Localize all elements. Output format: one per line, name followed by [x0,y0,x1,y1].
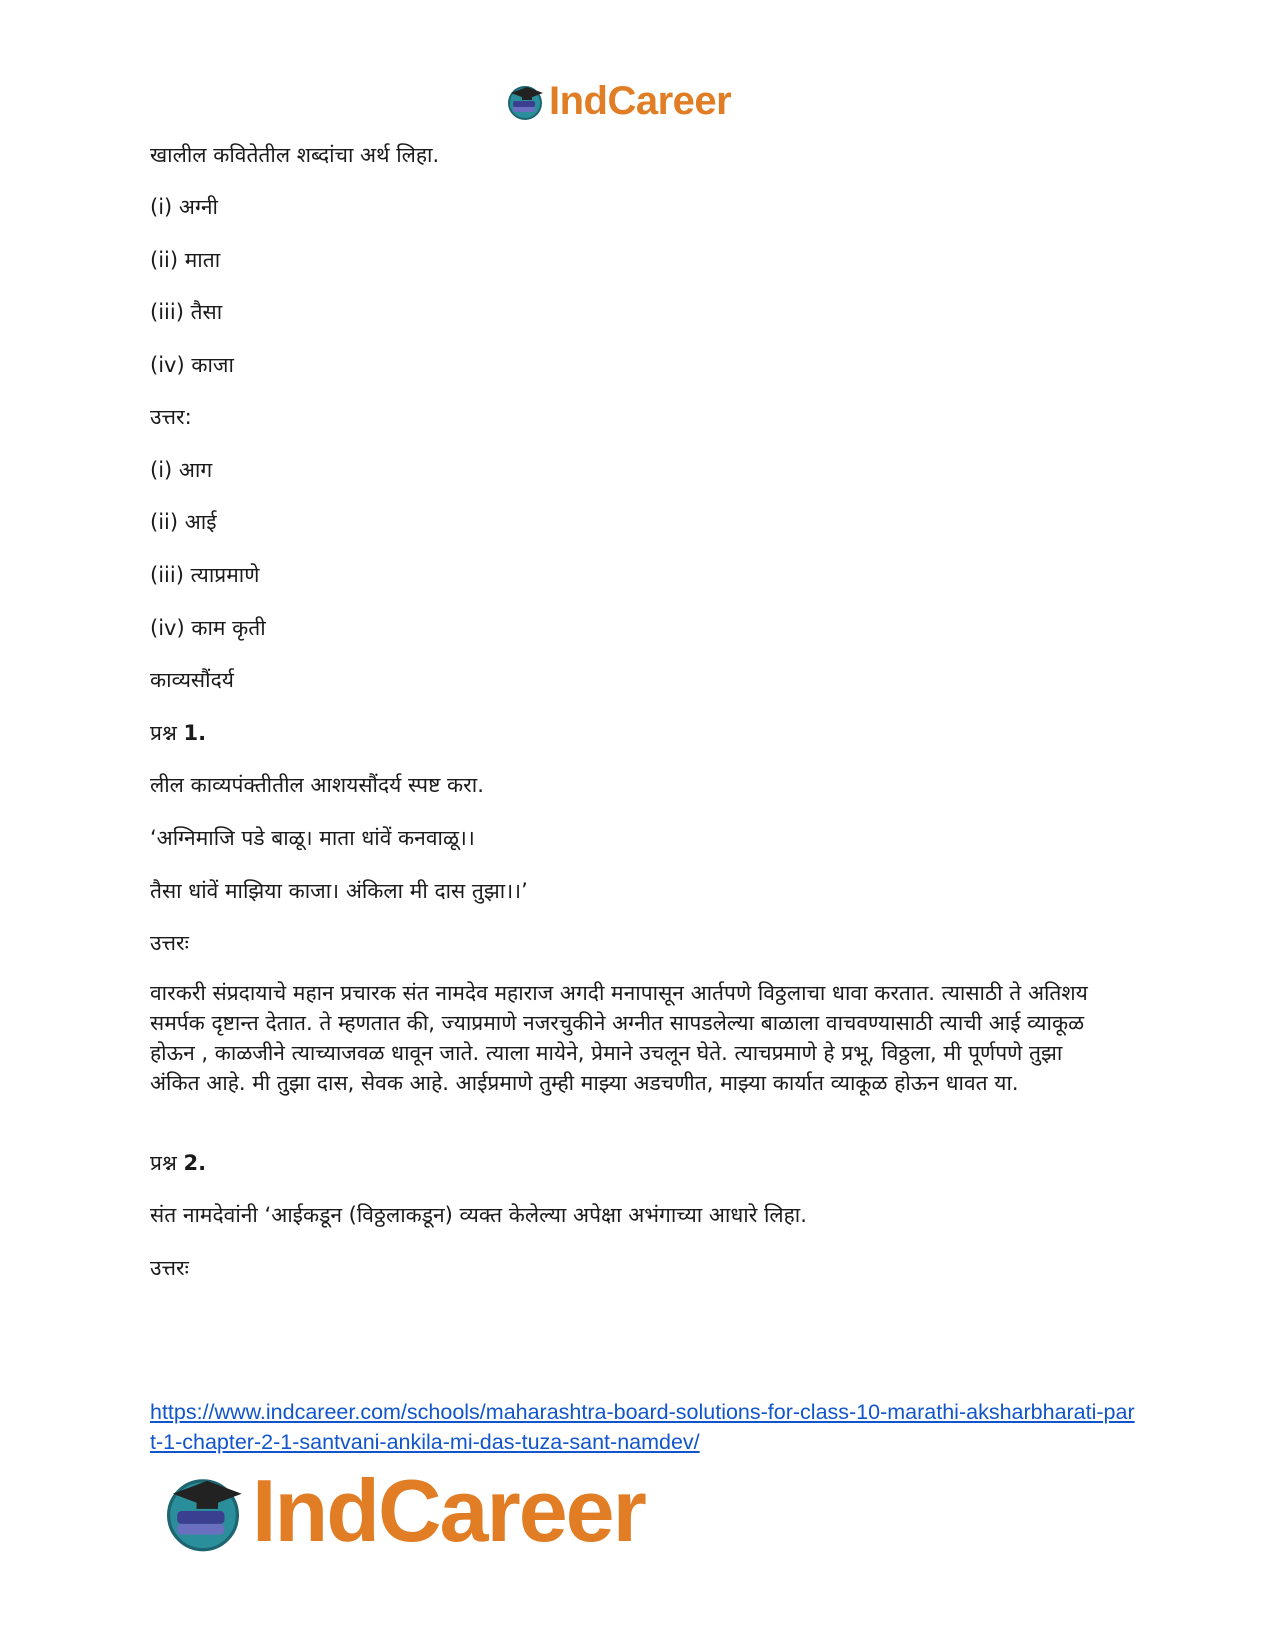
list-item: (i) अग्नी [150,195,218,219]
question-intro: खालील कवितेतील शब्दांचा अर्थ लिहा. [150,143,440,167]
answer-label: उत्तरः [150,1256,189,1280]
question-2-text: संत नामदेवांनी ‘आईकडून (विठ्ठलाकडून) व्यक्त केलेल्या अपेक्षा अभंगाच्या आधारे लिहा. [150,1203,807,1227]
source-url-link[interactable]: https://www.indcareer.com/schools/maharashtra-board-solutions-for-class-10-marathi-aksharbharati-part-1-chapter-2-1-santvani-ankila-mi-das-tuza-sant-namdev/ [150,1400,1135,1454]
question-label: प्रश्न [150,1151,177,1175]
footer-logo-text: IndCareer [252,1461,645,1560]
list-item: (iv) काम कृती [150,616,266,640]
question-2-heading [150,1148,206,1178]
verse-line-2: तैसा धांवें माझिया काजा। अंकिला मी दास तुझा।।’ [150,879,528,903]
question-number: 2. [183,1151,207,1175]
graduation-cap-globe-icon [505,81,545,121]
section-title: काव्यसौंदर्य [150,668,234,692]
question-1-heading [150,718,206,748]
list-item: (iii) तैसा [150,300,223,324]
question-number: 1. [183,721,207,745]
list-item: (iv) काजा [150,353,234,377]
question-1-answer: वारकरी संप्रदायाचे महान प्रचारक संत नामदेव महाराज अगदी मनापासून आर्तपणे विठ्ठलाचा धावा करतात. त्यासाठी ते अतिशय समर्पक दृष्टान्त देतात. ते म्हणतात की, ज्याप्रमाणे नजरचुकीने अग्नीत सापडलेल्या बाळाला वाचवण्यासाठी त्याची आई व्याकूळ होऊन , काळजीने त्याच्याजवळ धावून जाते. त्याला मायेने, प्रेमाने उचलून घेते. त्याचप्रमाणे हे प्रभू, विठ्ठला, मी पूर्णपणे तुझा अंकित आहे. मी तुझा दास, सेवक आहे. आईप्रमाणे तुम्ही माझ्या अडचणीत, माझ्या कार्यात व्याकूळ होऊन धावत या. [150,981,1088,1095]
list-item: (ii) माता [150,248,221,272]
answer-label: उत्तर: [150,405,192,429]
answer-label: उत्तरः [150,931,189,955]
list-item: (i) आग [150,458,213,482]
footer-logo[interactable] [160,1461,645,1560]
header-logo[interactable] [505,78,731,124]
header-logo-text: IndCareer [549,79,732,123]
verse-line-1: ‘अग्निमाजि पडे बाळू। माता धांवें कनवाळू।। [150,826,475,850]
list-item: (iii) त्याप्रमाणे [150,563,260,587]
list-item: (ii) आई [150,510,217,534]
graduation-cap-globe-icon [160,1468,246,1554]
question-label: प्रश्न [150,721,177,745]
question-1-text: लील काव्यपंक्तीतील आशयसौंदर्य स्पष्ट करा. [150,773,484,797]
